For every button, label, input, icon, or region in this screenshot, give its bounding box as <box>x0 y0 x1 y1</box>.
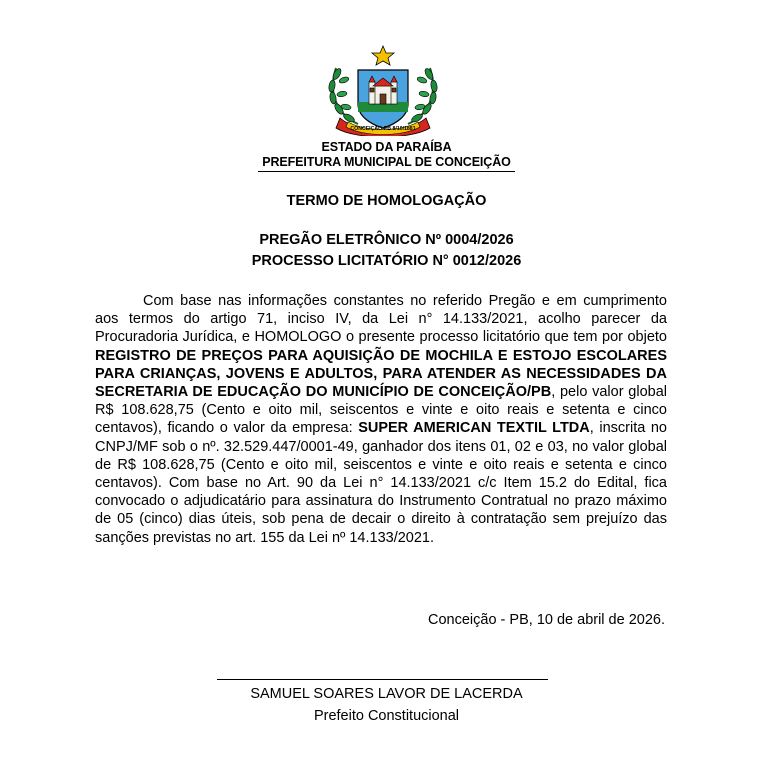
body-conclusion: , inscrita no CNPJ/MF sob o nº. 32.529.447/0001-49, ganhador dos itens 01, 02 e 03, no valor global de R$ 108.628,75 (Cento e oito mil, seiscentos e vinte e oito reais e setenta e cinco centavos). Com base no Art. 90 da Lei n° 14.133/2021 c/c Item 15.2 do Edital, fica convocado o adjudicatário para assinatura do Instrumento Contratual no prazo máximo de 05 (cinco) dias úteis, sob pena de decair o direito à contratação sem prejuízo das sanções previstas no art. 155 da Lei nº 14.133/2021. <box>95 420 667 546</box>
crest-ribbon-text: CONCEIÇÃO-PB 8/10/1881 <box>350 126 416 132</box>
signer-role: Prefeito Constitucional <box>313 708 460 724</box>
church-icon <box>369 76 397 104</box>
processo-number: PROCESSO LICITATÓRIO N° 0012/2026 <box>251 253 522 269</box>
star-icon <box>372 46 394 65</box>
coat-of-arms <box>318 44 448 136</box>
left-laurel-icon <box>328 67 358 124</box>
document-date: Conceição - PB, 10 de abril de 2026. <box>428 612 665 628</box>
homologation-body <box>95 292 667 547</box>
pregao-number: PREGÃO ELETRÔNICO Nº 0004/2026 <box>259 232 514 248</box>
header-divider <box>258 171 515 172</box>
winning-company: SUPER AMERICAN TEXTIL LTDA <box>358 420 590 437</box>
body-value: , pelo valor global R$ 108.628,75 (Cento e oito mil, seiscentos e vinte e oito reais e setenta e cinco centavos), ficando o valor da empresa: <box>95 384 667 437</box>
document-title: TERMO DE HOMOLOGAÇÃO <box>286 193 487 209</box>
signature-line <box>217 679 548 680</box>
body-intro: Com base nas informações constantes no referido Pregão e em cumprimento aos termos do artigo 71, inciso IV, da Lei n° 14.133/2021, acolho parecer da Procuradoria Jurídica, e HOMOLOGO o presente processo licitatório que tem por objeto <box>95 293 667 346</box>
signer-name: SAMUEL SOARES LAVOR DE LACERDA <box>250 686 523 702</box>
state-name: ESTADO DA PARAÍBA <box>321 140 452 154</box>
city-hall-name: PREFEITURA MUNICIPAL DE CONCEIÇÃO <box>262 155 511 169</box>
bid-object: REGISTRO DE PREÇOS PARA AQUISIÇÃO DE MOCHILA E ESTOJO ESCOLARES PARA CRIANÇAS, JOVENS E ADULTOS, PARA ATENDER AS NECESSIDADES DA SECRETARIA DE EDUCAÇÃO DO MUNICÍPIO DE CONCEIÇÃO/PB <box>95 347 667 401</box>
right-laurel-icon <box>408 67 438 124</box>
